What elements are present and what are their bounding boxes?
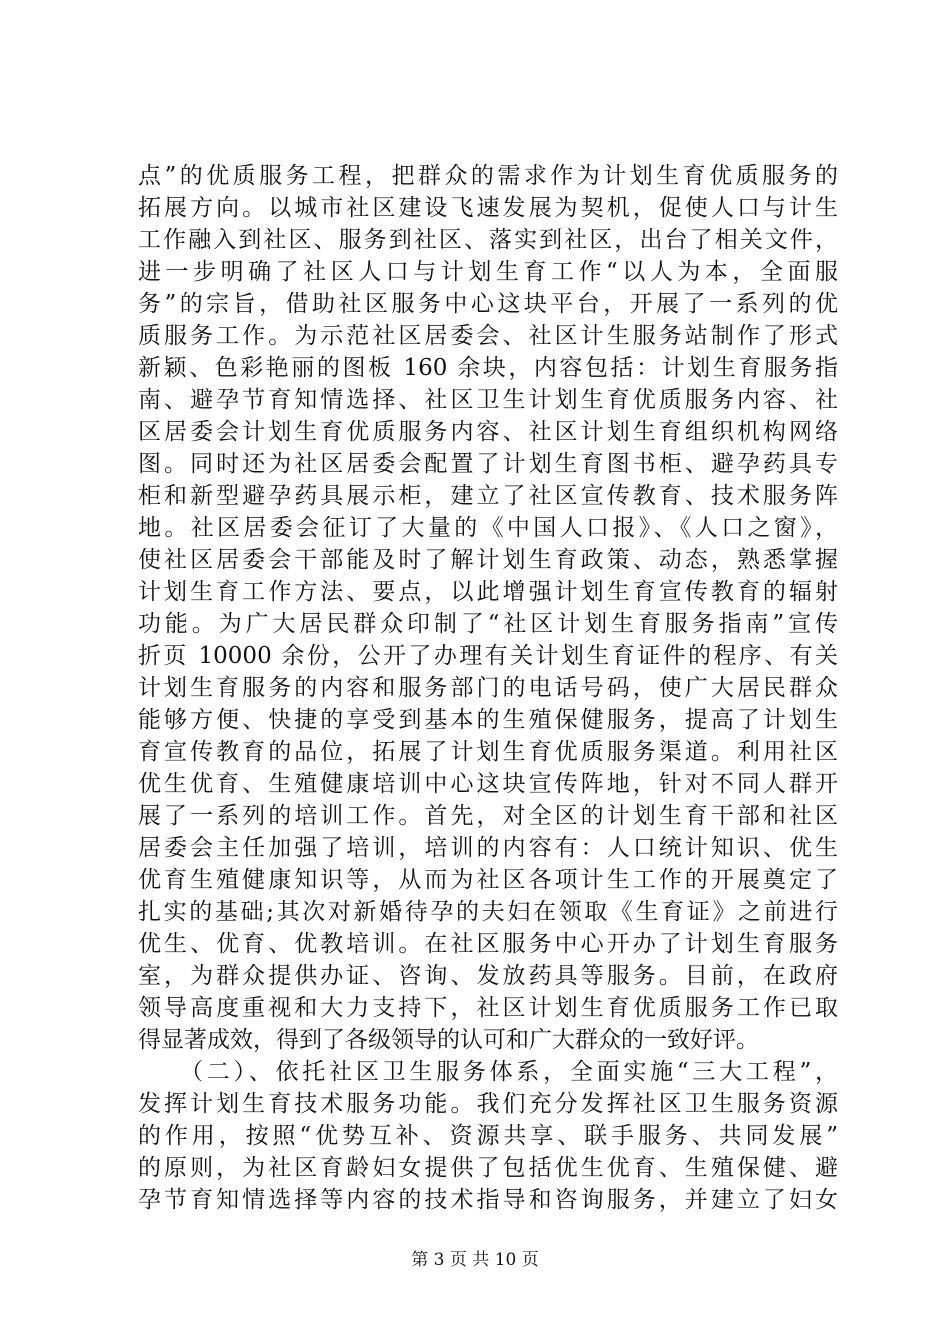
page-footer: 第 3 页 共 10 页 xyxy=(411,1250,539,1270)
text-line: 质服务工作。为示范社区居委会、社区计生服务站制作了形式 xyxy=(138,323,838,349)
text-line: 领导高度重视和大力支持下，社区计划生育优质服务工作已取 xyxy=(138,995,838,1021)
text-line: 优育生殖健康知识等，从而为社区各项计生工作的开展奠定了 xyxy=(138,867,838,893)
text-line: 居委会主任加强了培训，培训的内容有：人口统计知识、优生 xyxy=(138,835,838,861)
text-line: 能够方便、快捷的享受到基本的生殖保健服务，提高了计划生 xyxy=(138,707,838,733)
text-line: 室，为群众提供办证、咨询、发放药具等服务。目前，在政府 xyxy=(138,963,838,989)
text-line: 新颖、色彩艳丽的图板 160 余块，内容包括：计划生育服务指 xyxy=(138,355,838,381)
text-line: 计划生育工作方法、要点，以此增强计划生育宣传教育的辐射 xyxy=(138,579,838,605)
text-line: 图。同时还为社区居委会配置了计划生育图书柜、避孕药具专 xyxy=(138,451,838,477)
text-line: 的作用，按照“优势互补、资源共享、联手服务、共同发展” xyxy=(138,1123,838,1149)
text-line: 得显著成效，得到了各级领导的认可和广大群众的一致好评。 xyxy=(138,1027,759,1053)
text-line: 孕节育知情选择等内容的技术指导和咨询服务，并建立了妇女 xyxy=(138,1187,838,1213)
text-line: 柜和新型避孕药具展示柜，建立了社区宣传教育、技术服务阵 xyxy=(138,483,838,509)
body-text xyxy=(138,160,838,1216)
text-line: 折页 10000 余份，公开了办理有关计划生育证件的程序、有关 xyxy=(138,643,838,669)
text-line: 使社区居委会干部能及时了解计划生育政策、动态，熟悉掌握 xyxy=(138,547,838,573)
text-line: 扎实的基础;其次对新婚待孕的夫妇在领取《生育证》之前进行 xyxy=(138,899,838,925)
text-line: 计划生育服务的内容和服务部门的电话号码，使广大居民群众 xyxy=(138,675,838,701)
text-line: 优生优育、生殖健康培训中心这块宣传阵地，针对不同人群开 xyxy=(138,771,838,797)
text-line: 务”的宗旨，借助社区服务中心这块平台，开展了一系列的优 xyxy=(138,291,838,317)
text-line: 地。社区居委会征订了大量的《中国人口报》、《人口之窗》， xyxy=(138,515,838,541)
text-line: 拓展方向。以城市社区建设飞速发展为契机，促使人口与计生 xyxy=(138,195,838,221)
text-line: 优生、优育、优教培训。在社区服务中心开办了计划生育服务 xyxy=(138,931,838,957)
text-line: 的原则，为社区育龄妇女提供了包括优生优育、生殖保健、避 xyxy=(138,1155,838,1181)
text-line: 点”的优质服务工程，把群众的需求作为计划生育优质服务的 xyxy=(138,163,838,189)
text-line: 南、避孕节育知情选择、社区卫生计划生育优质服务内容、社 xyxy=(138,387,838,413)
text-line: 功能。为广大居民群众印制了“社区计划生育服务指南”宣传 xyxy=(138,611,838,637)
text-line: 区居委会计划生育优质服务内容、社区计划生育组织机构网络 xyxy=(138,419,838,445)
text-line: 工作融入到社区、服务到社区、落实到社区，出台了相关文件， xyxy=(138,227,838,253)
text-line: 育宣传教育的品位，拓展了计划生育优质服务渠道。利用社区 xyxy=(138,739,838,765)
text-line: 展了一系列的培训工作。首先，对全区的计划生育干部和社区 xyxy=(138,803,838,829)
text-line: 进一步明确了社区人口与计划生育工作“以人为本，全面服 xyxy=(138,259,838,285)
text-line: 发挥计划生育技术服务功能。我们充分发挥社区卫生服务资源 xyxy=(138,1091,838,1117)
text-line: （二）、依托社区卫生服务体系，全面实施“三大工程”， xyxy=(138,1059,838,1085)
